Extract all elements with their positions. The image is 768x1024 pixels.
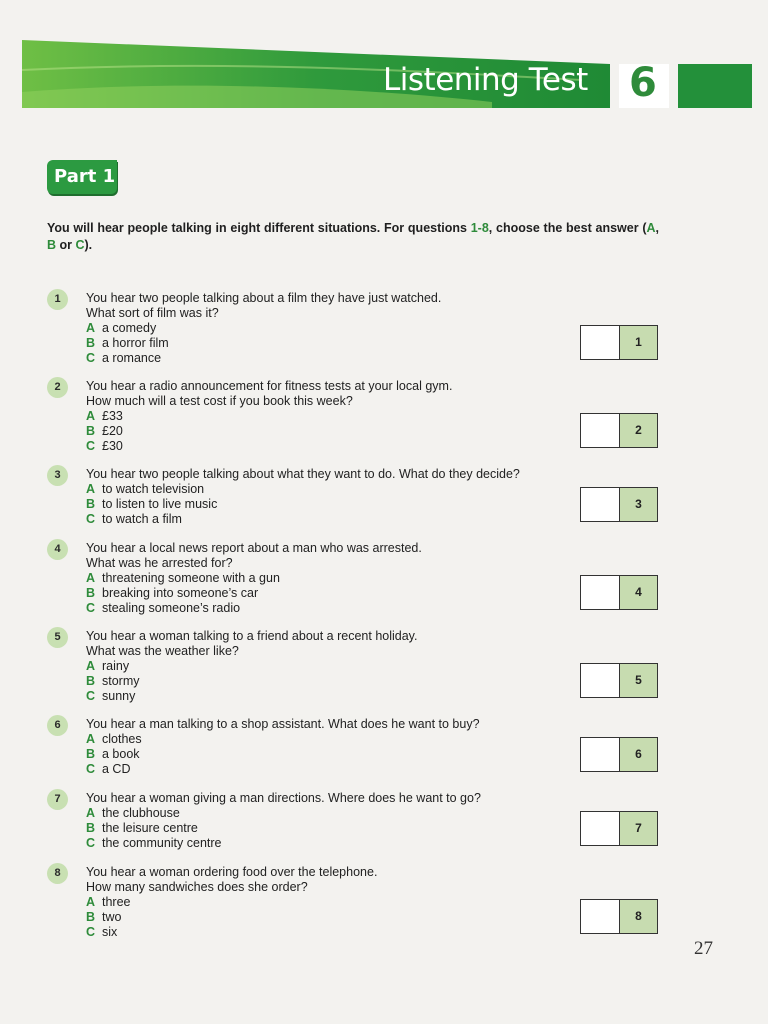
option-text: £30 bbox=[102, 439, 123, 453]
option-text: stormy bbox=[102, 674, 140, 688]
option-letter: B bbox=[86, 747, 96, 761]
option-letter: A bbox=[86, 409, 96, 423]
option-text: the community centre bbox=[102, 836, 222, 850]
question-number: 5 bbox=[47, 627, 68, 648]
part-badge bbox=[47, 160, 117, 194]
option-b bbox=[86, 674, 586, 689]
answer-box-3[interactable] bbox=[580, 487, 658, 522]
option-b bbox=[86, 747, 586, 762]
option-a bbox=[86, 659, 586, 674]
question-text bbox=[86, 379, 586, 454]
option-a bbox=[86, 806, 586, 821]
answer-box-8[interactable] bbox=[580, 899, 658, 934]
option-letter: A bbox=[86, 321, 96, 335]
option-a bbox=[86, 321, 586, 336]
answer-box-label: 7 bbox=[619, 812, 657, 845]
option-b bbox=[86, 336, 586, 351]
option-letter: C bbox=[86, 762, 96, 776]
answer-box-label: 1 bbox=[619, 326, 657, 359]
question-number: 2 bbox=[47, 377, 68, 398]
option-c bbox=[86, 512, 586, 527]
option-text: threatening someone with a gun bbox=[102, 571, 280, 585]
option-text: six bbox=[102, 925, 118, 939]
option-c bbox=[86, 762, 586, 777]
option-letter: A bbox=[86, 732, 96, 746]
option-a bbox=[86, 895, 586, 910]
option-letter: B bbox=[86, 586, 96, 600]
option-c bbox=[86, 351, 586, 366]
option-letter: B bbox=[86, 821, 96, 835]
question-text bbox=[86, 541, 586, 616]
option-b bbox=[86, 821, 586, 836]
option-letter: C bbox=[86, 689, 96, 703]
option-b bbox=[86, 586, 586, 601]
option-letter: A bbox=[86, 571, 96, 585]
answer-box-label: 3 bbox=[619, 488, 657, 521]
instructions-mid: , choose the best answer ( bbox=[488, 221, 647, 235]
option-text: three bbox=[102, 895, 131, 909]
question-number: 7 bbox=[47, 789, 68, 810]
question-line: What sort of film was it? bbox=[86, 306, 219, 320]
question-text bbox=[86, 717, 586, 777]
option-letter: A bbox=[86, 659, 96, 673]
answer-box-label: 2 bbox=[619, 414, 657, 447]
option-a bbox=[86, 482, 586, 497]
question-line: How much will a test cost if you book this week? bbox=[86, 394, 353, 408]
option-letter: C bbox=[86, 601, 96, 615]
question-number: 3 bbox=[47, 465, 68, 486]
question-text bbox=[86, 629, 586, 704]
option-text: two bbox=[102, 910, 122, 924]
question-line: You hear a radio announcement for fitness tests at your local gym. bbox=[86, 379, 453, 393]
option-text: a horror film bbox=[102, 336, 169, 350]
option-text: rainy bbox=[102, 659, 130, 673]
option-text: the leisure centre bbox=[102, 821, 198, 835]
answer-box-label: 8 bbox=[619, 900, 657, 933]
option-text: a comedy bbox=[102, 321, 157, 335]
question-line: How many sandwiches does she order? bbox=[86, 880, 308, 894]
question-line: You hear a man talking to a shop assistant. What does he want to buy? bbox=[86, 717, 480, 731]
option-letter: A bbox=[86, 806, 96, 820]
option-b bbox=[86, 497, 586, 512]
option-c bbox=[86, 836, 586, 851]
option-letter: C bbox=[86, 439, 96, 453]
instructions-post: ). bbox=[84, 238, 93, 252]
answer-box-label: 4 bbox=[619, 576, 657, 609]
answer-box-1[interactable] bbox=[580, 325, 658, 360]
option-letter: C bbox=[86, 925, 96, 939]
question-line: You hear a woman ordering food over the telephone. bbox=[86, 865, 378, 879]
option-text: sunny bbox=[102, 689, 136, 703]
instructions-range: 1-8 bbox=[470, 221, 489, 235]
question-line: You hear two people talking about what they want to do. What do they decide? bbox=[86, 467, 520, 481]
question-text bbox=[86, 791, 586, 851]
option-letter: B bbox=[86, 336, 96, 350]
option-text: a romance bbox=[102, 351, 162, 365]
option-a bbox=[86, 732, 586, 747]
instructions-option-b: B bbox=[47, 238, 57, 252]
option-text: £20 bbox=[102, 424, 123, 438]
question-line: You hear a local news report about a man who was arrested. bbox=[86, 541, 422, 555]
question-line: You hear a woman talking to a friend about a recent holiday. bbox=[86, 629, 418, 643]
question-number: 4 bbox=[47, 539, 68, 560]
question-line: You hear two people talking about a film they have just watched. bbox=[86, 291, 442, 305]
part-label: Part 1 bbox=[54, 166, 116, 187]
question-line: You hear a woman giving a man directions. Where does he want to go? bbox=[86, 791, 481, 805]
test-number: 6 bbox=[629, 60, 657, 106]
answer-box-6[interactable] bbox=[580, 737, 658, 772]
instructions-comma: , bbox=[655, 221, 660, 235]
option-text: £33 bbox=[102, 409, 123, 423]
page-title: Listening Test bbox=[383, 62, 588, 98]
page-number: 27 bbox=[694, 938, 713, 959]
option-c bbox=[86, 601, 586, 616]
option-text: to watch television bbox=[102, 482, 205, 496]
option-c bbox=[86, 689, 586, 704]
option-a bbox=[86, 409, 586, 424]
option-letter: C bbox=[86, 351, 96, 365]
option-text: a book bbox=[102, 747, 140, 761]
option-text: the clubhouse bbox=[102, 806, 180, 820]
question-text bbox=[86, 467, 586, 527]
option-letter: C bbox=[86, 836, 96, 850]
option-text: to listen to live music bbox=[102, 497, 218, 511]
question-text bbox=[86, 865, 586, 940]
option-b bbox=[86, 910, 586, 925]
option-letter: A bbox=[86, 895, 96, 909]
option-text: breaking into someone’s car bbox=[102, 586, 259, 600]
question-text bbox=[86, 291, 586, 366]
answer-box-label: 5 bbox=[619, 664, 657, 697]
answer-box-7[interactable] bbox=[580, 811, 658, 846]
option-text: stealing someone’s radio bbox=[102, 601, 241, 615]
question-line: What was he arrested for? bbox=[86, 556, 233, 570]
question-number: 8 bbox=[47, 863, 68, 884]
question-number: 6 bbox=[47, 715, 68, 736]
question-line: What was the weather like? bbox=[86, 644, 239, 658]
instructions bbox=[47, 220, 659, 254]
option-text: clothes bbox=[102, 732, 142, 746]
option-b bbox=[86, 424, 586, 439]
option-text: to watch a film bbox=[102, 512, 182, 526]
option-letter: B bbox=[86, 424, 96, 438]
option-letter: B bbox=[86, 497, 96, 511]
answer-box-5[interactable] bbox=[580, 663, 658, 698]
answer-box-label: 6 bbox=[619, 738, 657, 771]
instructions-pre: You will hear people talking in eight different situations. For questions bbox=[47, 221, 471, 235]
option-c bbox=[86, 439, 586, 454]
option-a bbox=[86, 571, 586, 586]
question-number: 1 bbox=[47, 289, 68, 310]
option-letter: B bbox=[86, 910, 96, 924]
option-letter: A bbox=[86, 482, 96, 496]
answer-box-4[interactable] bbox=[580, 575, 658, 610]
instructions-option-c: C bbox=[75, 238, 85, 252]
instructions-or: or bbox=[56, 238, 76, 252]
option-text: a CD bbox=[102, 762, 131, 776]
instructions-option-a: A bbox=[646, 221, 656, 235]
answer-box-2[interactable] bbox=[580, 413, 658, 448]
option-letter: B bbox=[86, 674, 96, 688]
option-letter: C bbox=[86, 512, 96, 526]
option-c bbox=[86, 925, 586, 940]
